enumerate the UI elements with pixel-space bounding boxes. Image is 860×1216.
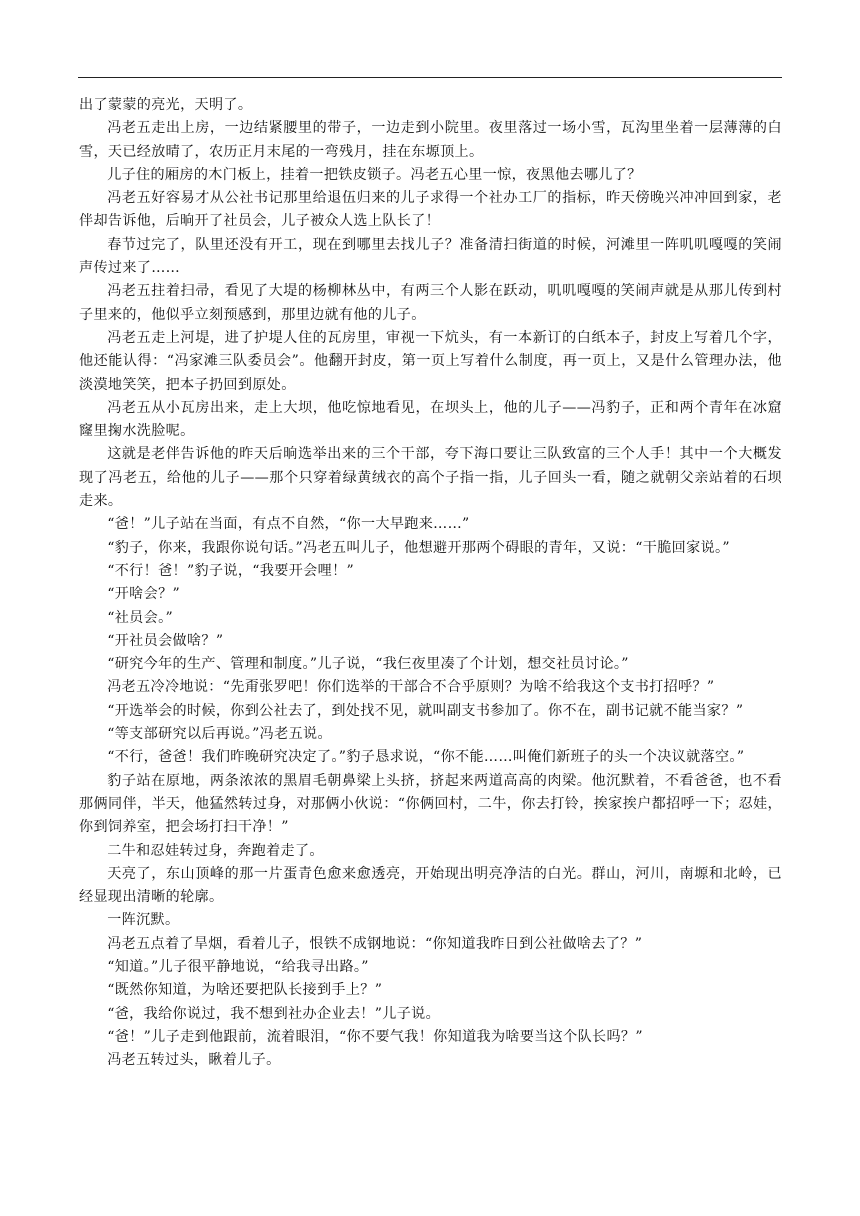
paragraph: “知道。”儿子很平静地说，“给我寻出路。” [107,958,369,975]
paragraph: “既然你知道，为啥还要把队长接到手上？” [107,982,383,999]
paragraph: “不行！爸！”豹子说，“我要开会哩！” [107,562,355,579]
paragraph: 冯老五从小瓦房出来，走上大坝，他吃惊地看见，在坝头上，他的儿子——冯豹子，正和两个青年在冰窟窿里掬水洗脸呢。 [79,399,782,440]
paragraph: “等支部研究以后再说。”冯老五说。 [107,726,332,743]
paragraph: 冯老五转过头，瞅着儿子。 [107,1052,281,1069]
paragraph: “爸！”儿子站在当面，有点不自然，“你一大早跑来……” [107,516,470,533]
paragraph: “开选举会的时候，你到公社去了，到处找不见，就叫副支书参加了。你不在，副书记就不能当家？” [107,702,744,719]
paragraph: 冯老五拄着扫帚，看见了大堤的杨柳林丛中，有两三个人影在跃动，叽叽嘎嘎的笑闹声就是从那儿传到村子里来的，他似乎立刻预感到，那里边就有他的儿子。 [79,283,782,323]
paragraph: “研究今年的生产、管理和制度。”儿子说，“我仨夜里凑了个计划，想交社员讨论。” [107,656,629,673]
paragraph: 儿子住的厢房的木门板上，挂着一把铁皮锁子。冯老五心里一惊，夜黑他去哪儿了？ [107,166,642,183]
paragraph: “豹子，你来，我跟你说句话。”冯老五叫儿子，他想避开那两个碍眼的青年，又说：“干脆回家说。” [107,539,730,556]
paragraph: 二牛和忍娃转过身，奔跑着走了。 [107,842,324,859]
paragraph: 天亮了，东山顶峰的那一片蛋青色愈来愈透亮，开始现出明亮净洁的白光。群山，河川，南塬和北岭，已经显现出清晰的轮廓。 [79,865,782,906]
paragraph: “爸！”儿子走到他跟前，流着眼泪，“你不要气我！你知道我为啥要当这个队长吗？” [107,1028,643,1045]
paragraph: “社员会。” [107,609,174,626]
header-rule [78,77,782,78]
paragraph: “开社员会做啥？” [107,632,224,649]
paragraph: 冯老五冷冷地说：“先甭张罗吧！你们选举的干部合不合乎原则？为啥不给我这个支书打招呼？” [107,679,715,696]
paragraph: 冯老五走出上房，一边结紧腰里的带子，一边走到小院里。夜里落过一场小雪，瓦沟里坐着一层薄薄的白雪，天已经放晴了，农历正月末尾的一弯残月，挂在东塬顶上。 [79,120,782,160]
paragraph: “开啥会？” [107,586,181,603]
paragraph: 春节过完了，队里还没有开工，现在到哪里去找儿子？准备清扫街道的时候，河滩里一阵叽叽嘎嘎的笑闹声传过来了…… [79,236,782,277]
paragraph: “不行，爸爸！我们昨晚研究决定了。”豹子恳求说，“你不能……叫俺们新班子的头一个决议就落空。” [107,749,745,766]
paragraph: 冯老五走上河堤，进了护堤人住的瓦房里，审视一下炕头，有一本新订的白纸本子，封皮上写着几个字，他还能认得：“冯家滩三队委员会”。他翻开封皮，第一页上写着什么制度，再一页上，又是什么管理办法，他淡漠地笑笑，把本子扔回到原处。 [79,329,782,393]
paragraph: 冯老五点着了旱烟，看着儿子，恨铁不成钢地说：“你知道我昨日到公社做啥去了？” [107,935,643,952]
paragraph: 冯老五好容易才从公社书记那里给退伍归来的儿子求得一个社办工厂的指标，昨天傍晚兴冲冲回到家，老伴却告诉他，后晌开了社员会，儿子被众人选上队长了！ [79,190,782,230]
document-body [79,94,782,1072]
paragraph: 出了蒙蒙的亮光，天明了。 [79,97,253,113]
paragraph: 豹子站在原地，两条浓浓的黑眉毛朝鼻梁上头挤，挤起来两道高高的肉梁。他沉默着，不看爸爸，也不看那俩同伴，半天，他猛然转过身，对那俩小伙说：“你俩回村，二牛，你去打铃，挨家挨户都招呼一下；忍娃，你到饲养室，把会场打扫干净！” [79,772,782,836]
paragraph: “爸，我给你说过，我不想到社办企业去！”儿子说。 [107,1005,441,1022]
paragraph: 这就是老伴告诉他的昨天后晌选举出来的三个干部，夸下海口要让三队致富的三个人手！其中一个大概发现了冯老五，给他的儿子——那个只穿着绿黄绒衣的高个子指一指，儿子回头一看，随之就朝父亲站着的石坝走来。 [79,446,782,510]
paragraph: 一阵沉默。 [107,912,180,929]
